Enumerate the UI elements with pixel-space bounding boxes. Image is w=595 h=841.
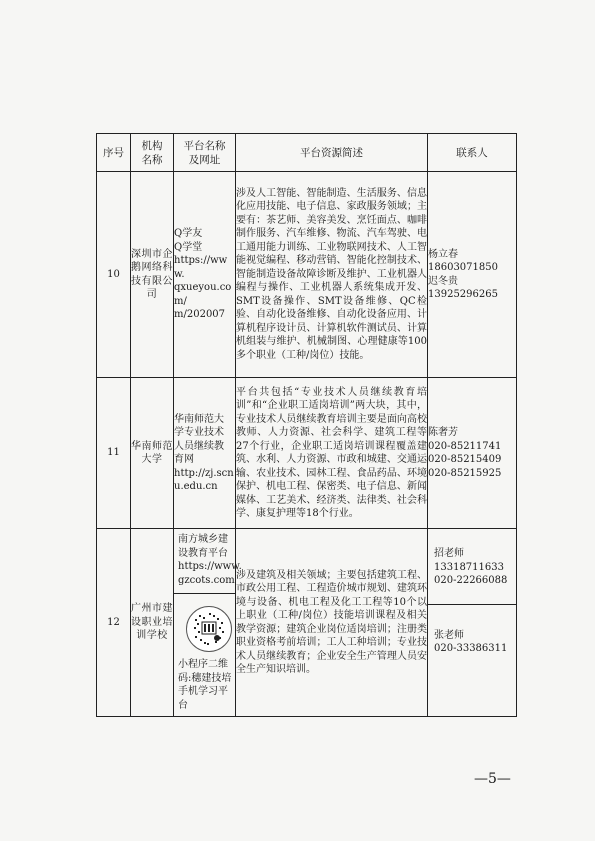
contact-line: 020-85215409	[428, 454, 502, 465]
platform-line: Q学堂	[174, 241, 203, 253]
row-num: 11	[97, 378, 131, 529]
platform-line: 台	[178, 699, 188, 711]
platform-bottom	[174, 594, 235, 716]
platform-top	[174, 529, 242, 594]
platform-line: https://www.	[174, 255, 228, 280]
desc-cell: 平台共包括“专业技术人员继续教育培训”和“企业职工适岗培训”两大块，其中，专业技术人员继续教育培训主要是面向高校教师、人力资源、社会科学、建筑工程等27个行业，企业职工适岗培训课程覆盖建筑、水利、人力资源、市政和城建、交通运输、农业技术、园林工程、食品药品、环境保护、机电工程、保密类、电子信息、新闻媒体、工艺美术、经济类、法律类、社会科学、康复护理等18个行业。	[236, 378, 428, 529]
platform-line: 育网	[174, 454, 194, 465]
contact-line: 18603071850	[428, 262, 498, 273]
org-name: 广州市建设职业培训学校	[131, 529, 174, 717]
contact-line: 迟冬贵	[428, 275, 458, 287]
org-name: 深圳市企鹅网络科技有限公司	[131, 172, 174, 378]
page-number: —5—	[474, 771, 511, 787]
platform-line: https://www.	[178, 561, 242, 572]
contact-top	[428, 543, 516, 605]
contact-line: 020-33386311	[434, 643, 508, 655]
header-platform-line: 及网址	[188, 153, 221, 166]
desc-cell: 涉及人工智能、智能制造、生活服务、信息化应用技能、电子信息、家政服务领域；主要有：茶艺师、美容美发、烹饪面点、咖啡制作服务、汽车维修、物流、汽车驾驶、电工通用能力训练、工业物联网技术、人工智能视觉编程、移动营销、智能化控制技术、智能制造设备故障诊断及维护、工业机器人编程与操作、工业机器人系统集成开发、SMT设备操作、SMT设备维修、QC检验、自动化设备维修、自动化设备应用、计算机程序设计员、计算机软件测试员、计算机组装与维护、机械制图、心理健康等100多个职业（工种/岗位）技能。	[236, 172, 428, 378]
table-header-row	[97, 134, 517, 172]
contact-line: 招老师	[434, 548, 464, 560]
platform-line: qxueyou.co m/	[174, 282, 232, 307]
table-row	[97, 378, 517, 529]
platform-line: 华南师范大	[174, 413, 224, 425]
contact-cell	[428, 378, 517, 529]
row-num: 12	[97, 529, 131, 717]
header-desc: 平台资源简述	[236, 134, 428, 172]
contact-line: 张老师	[434, 629, 464, 641]
platform-cell	[174, 172, 236, 378]
platform-line: http://zj.scn	[174, 467, 234, 479]
header-org-line: 机构	[141, 139, 163, 152]
platform-line: m/202007	[174, 309, 226, 321]
header-org	[131, 134, 174, 172]
platform-line: 小程序二维	[178, 659, 228, 670]
row-num: 10	[97, 172, 131, 378]
platform-cell	[174, 378, 236, 529]
platform-line: 南方城乡建	[178, 534, 228, 545]
platform-line: 设教育平台	[178, 547, 228, 559]
table-row	[97, 172, 517, 378]
platform-line: 学专业技术	[174, 427, 224, 438]
contact-bottom	[428, 605, 516, 702]
header-org-line: 名称	[141, 153, 163, 166]
header-num: 序号	[97, 134, 131, 172]
qr-code-graphic	[189, 609, 229, 649]
platform-line: gzcots.com	[178, 574, 235, 586]
platform-line: Q学友	[174, 228, 203, 240]
platform-line: 手机学习平	[178, 686, 228, 697]
contact-line: 陈奢芳	[428, 427, 458, 438]
contact-line: 020-85211741	[428, 440, 502, 452]
contact-line: 13925296265	[428, 289, 498, 300]
header-contact: 联系人	[428, 134, 517, 172]
header-platform	[174, 134, 236, 172]
platform-line: u.edu.cn	[174, 481, 218, 492]
contact-cell	[428, 172, 517, 378]
platform-line: 人员继续教	[174, 440, 224, 452]
contact-line: 020-85215925	[428, 467, 502, 479]
contact-line: 020-22266088	[434, 575, 508, 587]
platform-line: 码:穗建技培	[178, 672, 232, 684]
platform-cell	[174, 529, 242, 717]
contact-line: 杨立春	[428, 248, 458, 260]
desc-cell: 涉及建筑及相关领域；主要包括建筑工程、市政公用工程、工程造价城市规划、建筑环境与设备、机电工程及化工工程等10个以上职业（工种/岗位）技能培训课程及相关教学资源；建筑企业岗位适岗培训；注册类职业资格考前培训；工人工种培训；专业技术人员继续教育；企业安全生产管理人员安全生产知识培训。	[236, 529, 428, 717]
table-row	[97, 529, 517, 717]
org-name: 华南师范大学	[131, 378, 174, 529]
header-platform-line: 平台名称	[183, 139, 226, 152]
contact-cell	[428, 529, 517, 717]
resource-table	[96, 133, 517, 717]
contact-line: 13318711633	[434, 561, 504, 573]
qr-code-icon[interactable]	[186, 606, 232, 652]
